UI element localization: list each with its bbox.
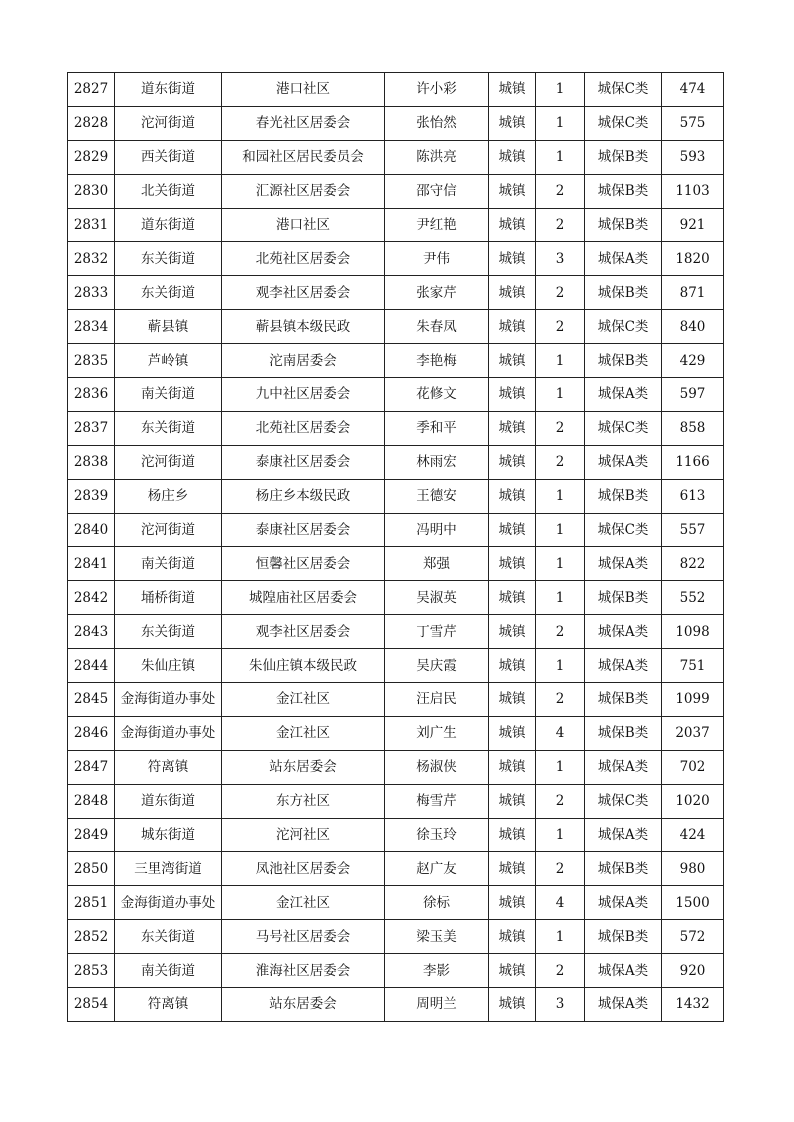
table-row: [68, 683, 724, 717]
category-cell: 城保B类: [585, 276, 662, 310]
table-row: [68, 106, 724, 140]
name-cell: 张怡然: [385, 106, 489, 140]
amount-cell: 840: [662, 310, 724, 344]
record-id-cell: 2851: [68, 886, 115, 920]
area-type-cell: 城镇: [489, 208, 536, 242]
street-cell: 三里湾街道: [115, 852, 222, 886]
table-row: [68, 547, 724, 581]
amount-cell: 557: [662, 513, 724, 547]
name-cell: 汪启民: [385, 683, 489, 717]
record-id-cell: 2846: [68, 716, 115, 750]
community-cell: 站东居委会: [222, 750, 385, 784]
household-size-cell: 2: [536, 445, 585, 479]
area-type-cell: 城镇: [489, 649, 536, 683]
category-cell: 城保A类: [585, 750, 662, 784]
area-type-cell: 城镇: [489, 276, 536, 310]
records-table: [67, 72, 724, 1022]
name-cell: 林雨宏: [385, 445, 489, 479]
community-cell: 朱仙庄镇本级民政: [222, 649, 385, 683]
record-id-cell: 2854: [68, 988, 115, 1022]
area-type-cell: 城镇: [489, 920, 536, 954]
street-cell: 符离镇: [115, 750, 222, 784]
community-cell: 马号社区居委会: [222, 920, 385, 954]
category-cell: 城保C类: [585, 106, 662, 140]
record-id-cell: 2853: [68, 954, 115, 988]
area-type-cell: 城镇: [489, 73, 536, 107]
record-id-cell: 2836: [68, 378, 115, 412]
record-id-cell: 2833: [68, 276, 115, 310]
record-id-cell: 2849: [68, 818, 115, 852]
amount-cell: 1432: [662, 988, 724, 1022]
category-cell: 城保B类: [585, 479, 662, 513]
category-cell: 城保C类: [585, 513, 662, 547]
amount-cell: 920: [662, 954, 724, 988]
area-type-cell: 城镇: [489, 242, 536, 276]
amount-cell: 1020: [662, 784, 724, 818]
record-id-cell: 2842: [68, 581, 115, 615]
community-cell: 泰康社区居委会: [222, 445, 385, 479]
category-cell: 城保A类: [585, 886, 662, 920]
table-row: [68, 344, 724, 378]
name-cell: 尹红艳: [385, 208, 489, 242]
amount-cell: 822: [662, 547, 724, 581]
name-cell: 丁雪芹: [385, 615, 489, 649]
category-cell: 城保A类: [585, 547, 662, 581]
table-row: [68, 852, 724, 886]
area-type-cell: 城镇: [489, 344, 536, 378]
street-cell: 金海街道办事处: [115, 886, 222, 920]
community-cell: 金江社区: [222, 716, 385, 750]
record-id-cell: 2839: [68, 479, 115, 513]
amount-cell: 424: [662, 818, 724, 852]
category-cell: 城保B类: [585, 920, 662, 954]
area-type-cell: 城镇: [489, 581, 536, 615]
area-type-cell: 城镇: [489, 615, 536, 649]
name-cell: 许小彩: [385, 73, 489, 107]
community-cell: 金江社区: [222, 683, 385, 717]
amount-cell: 613: [662, 479, 724, 513]
name-cell: 尹伟: [385, 242, 489, 276]
name-cell: 郑强: [385, 547, 489, 581]
community-cell: 沱河社区: [222, 818, 385, 852]
community-cell: 站东居委会: [222, 988, 385, 1022]
category-cell: 城保B类: [585, 716, 662, 750]
amount-cell: 1820: [662, 242, 724, 276]
category-cell: 城保B类: [585, 344, 662, 378]
street-cell: 沱河街道: [115, 513, 222, 547]
record-id-cell: 2830: [68, 174, 115, 208]
name-cell: 赵广友: [385, 852, 489, 886]
area-type-cell: 城镇: [489, 954, 536, 988]
community-cell: 泰康社区居委会: [222, 513, 385, 547]
record-id-cell: 2848: [68, 784, 115, 818]
category-cell: 城保A类: [585, 818, 662, 852]
name-cell: 梅雪芹: [385, 784, 489, 818]
area-type-cell: 城镇: [489, 886, 536, 920]
household-size-cell: 1: [536, 479, 585, 513]
category-cell: 城保B类: [585, 581, 662, 615]
street-cell: 东关街道: [115, 615, 222, 649]
street-cell: 东关街道: [115, 411, 222, 445]
area-type-cell: 城镇: [489, 547, 536, 581]
household-size-cell: 2: [536, 784, 585, 818]
name-cell: 杨淑侠: [385, 750, 489, 784]
street-cell: 杨庄乡: [115, 479, 222, 513]
record-id-cell: 2843: [68, 615, 115, 649]
area-type-cell: 城镇: [489, 479, 536, 513]
category-cell: 城保A类: [585, 615, 662, 649]
community-cell: 金江社区: [222, 886, 385, 920]
amount-cell: 1098: [662, 615, 724, 649]
area-type-cell: 城镇: [489, 683, 536, 717]
table-row: [68, 479, 724, 513]
street-cell: 道东街道: [115, 208, 222, 242]
amount-cell: 552: [662, 581, 724, 615]
area-type-cell: 城镇: [489, 310, 536, 344]
community-cell: 春光社区居委会: [222, 106, 385, 140]
record-id-cell: 2838: [68, 445, 115, 479]
amount-cell: 474: [662, 73, 724, 107]
record-id-cell: 2831: [68, 208, 115, 242]
name-cell: 徐玉玲: [385, 818, 489, 852]
household-size-cell: 1: [536, 547, 585, 581]
amount-cell: 1166: [662, 445, 724, 479]
street-cell: 金海街道办事处: [115, 716, 222, 750]
amount-cell: 2037: [662, 716, 724, 750]
name-cell: 王德安: [385, 479, 489, 513]
amount-cell: 429: [662, 344, 724, 378]
table-row: [68, 445, 724, 479]
record-id-cell: 2827: [68, 73, 115, 107]
household-size-cell: 2: [536, 954, 585, 988]
area-type-cell: 城镇: [489, 174, 536, 208]
amount-cell: 858: [662, 411, 724, 445]
name-cell: 梁玉美: [385, 920, 489, 954]
table-row: [68, 378, 724, 412]
table-row: [68, 954, 724, 988]
household-size-cell: 1: [536, 920, 585, 954]
table-row: [68, 988, 724, 1022]
street-cell: 蕲县镇: [115, 310, 222, 344]
community-cell: 港口社区: [222, 208, 385, 242]
community-cell: 观李社区居委会: [222, 615, 385, 649]
household-size-cell: 2: [536, 208, 585, 242]
household-size-cell: 1: [536, 750, 585, 784]
category-cell: 城保B类: [585, 140, 662, 174]
area-type-cell: 城镇: [489, 378, 536, 412]
area-type-cell: 城镇: [489, 106, 536, 140]
street-cell: 金海街道办事处: [115, 683, 222, 717]
category-cell: 城保A类: [585, 445, 662, 479]
area-type-cell: 城镇: [489, 445, 536, 479]
category-cell: 城保B类: [585, 683, 662, 717]
name-cell: 花修文: [385, 378, 489, 412]
table-row: [68, 310, 724, 344]
amount-cell: 597: [662, 378, 724, 412]
table-row: [68, 242, 724, 276]
amount-cell: 575: [662, 106, 724, 140]
record-id-cell: 2832: [68, 242, 115, 276]
community-cell: 沱南居委会: [222, 344, 385, 378]
street-cell: 东关街道: [115, 276, 222, 310]
table-row: [68, 276, 724, 310]
area-type-cell: 城镇: [489, 411, 536, 445]
record-id-cell: 2834: [68, 310, 115, 344]
name-cell: 吴淑英: [385, 581, 489, 615]
table-row: [68, 784, 724, 818]
community-cell: 港口社区: [222, 73, 385, 107]
street-cell: 埇桥街道: [115, 581, 222, 615]
area-type-cell: 城镇: [489, 988, 536, 1022]
community-cell: 汇源社区居委会: [222, 174, 385, 208]
record-id-cell: 2850: [68, 852, 115, 886]
amount-cell: 1103: [662, 174, 724, 208]
household-size-cell: 1: [536, 140, 585, 174]
area-type-cell: 城镇: [489, 818, 536, 852]
household-size-cell: 1: [536, 106, 585, 140]
community-cell: 九中社区居委会: [222, 378, 385, 412]
table-row: [68, 615, 724, 649]
household-size-cell: 3: [536, 988, 585, 1022]
category-cell: 城保C类: [585, 411, 662, 445]
name-cell: 周明兰: [385, 988, 489, 1022]
table-row: [68, 649, 724, 683]
table-row: [68, 411, 724, 445]
community-cell: 城隍庙社区居委会: [222, 581, 385, 615]
amount-cell: 921: [662, 208, 724, 242]
table-row: [68, 208, 724, 242]
household-size-cell: 4: [536, 716, 585, 750]
community-cell: 杨庄乡本级民政: [222, 479, 385, 513]
street-cell: 北关街道: [115, 174, 222, 208]
table-row: [68, 581, 724, 615]
amount-cell: 980: [662, 852, 724, 886]
area-type-cell: 城镇: [489, 784, 536, 818]
record-id-cell: 2845: [68, 683, 115, 717]
amount-cell: 593: [662, 140, 724, 174]
community-cell: 凤池社区居委会: [222, 852, 385, 886]
street-cell: 芦岭镇: [115, 344, 222, 378]
household-size-cell: 2: [536, 174, 585, 208]
street-cell: 道东街道: [115, 73, 222, 107]
category-cell: 城保A类: [585, 242, 662, 276]
record-id-cell: 2847: [68, 750, 115, 784]
community-cell: 恒馨社区居委会: [222, 547, 385, 581]
name-cell: 张家芹: [385, 276, 489, 310]
household-size-cell: 2: [536, 411, 585, 445]
table-row: [68, 174, 724, 208]
amount-cell: 871: [662, 276, 724, 310]
community-cell: 和园社区居民委员会: [222, 140, 385, 174]
category-cell: 城保A类: [585, 649, 662, 683]
category-cell: 城保B类: [585, 208, 662, 242]
amount-cell: 572: [662, 920, 724, 954]
area-type-cell: 城镇: [489, 750, 536, 784]
street-cell: 南关街道: [115, 954, 222, 988]
name-cell: 徐标: [385, 886, 489, 920]
record-id-cell: 2837: [68, 411, 115, 445]
community-cell: 东方社区: [222, 784, 385, 818]
table-row: [68, 920, 724, 954]
name-cell: 陈洪亮: [385, 140, 489, 174]
record-id-cell: 2841: [68, 547, 115, 581]
table-row: [68, 73, 724, 107]
household-size-cell: 4: [536, 886, 585, 920]
household-size-cell: 3: [536, 242, 585, 276]
community-cell: 蕲县镇本级民政: [222, 310, 385, 344]
household-size-cell: 1: [536, 513, 585, 547]
table-row: [68, 818, 724, 852]
name-cell: 冯明中: [385, 513, 489, 547]
category-cell: 城保A类: [585, 954, 662, 988]
name-cell: 刘广生: [385, 716, 489, 750]
category-cell: 城保C类: [585, 310, 662, 344]
street-cell: 沱河街道: [115, 106, 222, 140]
community-cell: 北苑社区居委会: [222, 411, 385, 445]
household-size-cell: 1: [536, 344, 585, 378]
street-cell: 西关街道: [115, 140, 222, 174]
street-cell: 东关街道: [115, 920, 222, 954]
amount-cell: 1500: [662, 886, 724, 920]
household-size-cell: 1: [536, 818, 585, 852]
table-row: [68, 140, 724, 174]
area-type-cell: 城镇: [489, 513, 536, 547]
household-size-cell: 1: [536, 649, 585, 683]
category-cell: 城保C类: [585, 73, 662, 107]
area-type-cell: 城镇: [489, 716, 536, 750]
household-size-cell: 2: [536, 310, 585, 344]
community-cell: 淮海社区居委会: [222, 954, 385, 988]
amount-cell: 1099: [662, 683, 724, 717]
household-size-cell: 2: [536, 683, 585, 717]
street-cell: 符离镇: [115, 988, 222, 1022]
category-cell: 城保B类: [585, 174, 662, 208]
table-row: [68, 886, 724, 920]
record-id-cell: 2852: [68, 920, 115, 954]
street-cell: 城东街道: [115, 818, 222, 852]
category-cell: 城保B类: [585, 852, 662, 886]
table-row: [68, 716, 724, 750]
household-size-cell: 2: [536, 276, 585, 310]
name-cell: 李影: [385, 954, 489, 988]
street-cell: 朱仙庄镇: [115, 649, 222, 683]
name-cell: 邵守信: [385, 174, 489, 208]
area-type-cell: 城镇: [489, 140, 536, 174]
amount-cell: 751: [662, 649, 724, 683]
household-size-cell: 1: [536, 581, 585, 615]
table-row: [68, 513, 724, 547]
category-cell: 城保A类: [585, 988, 662, 1022]
name-cell: 李艳梅: [385, 344, 489, 378]
name-cell: 季和平: [385, 411, 489, 445]
table-row: [68, 750, 724, 784]
records-body: [68, 73, 724, 1022]
amount-cell: 702: [662, 750, 724, 784]
name-cell: 吴庆霞: [385, 649, 489, 683]
street-cell: 东关街道: [115, 242, 222, 276]
household-size-cell: 1: [536, 378, 585, 412]
street-cell: 南关街道: [115, 547, 222, 581]
record-id-cell: 2844: [68, 649, 115, 683]
record-id-cell: 2835: [68, 344, 115, 378]
street-cell: 南关街道: [115, 378, 222, 412]
household-size-cell: 1: [536, 73, 585, 107]
record-id-cell: 2829: [68, 140, 115, 174]
category-cell: 城保A类: [585, 378, 662, 412]
street-cell: 沱河街道: [115, 445, 222, 479]
household-size-cell: 2: [536, 852, 585, 886]
community-cell: 观李社区居委会: [222, 276, 385, 310]
household-size-cell: 2: [536, 615, 585, 649]
area-type-cell: 城镇: [489, 852, 536, 886]
record-id-cell: 2828: [68, 106, 115, 140]
record-id-cell: 2840: [68, 513, 115, 547]
street-cell: 道东街道: [115, 784, 222, 818]
name-cell: 朱春凤: [385, 310, 489, 344]
category-cell: 城保C类: [585, 784, 662, 818]
community-cell: 北苑社区居委会: [222, 242, 385, 276]
